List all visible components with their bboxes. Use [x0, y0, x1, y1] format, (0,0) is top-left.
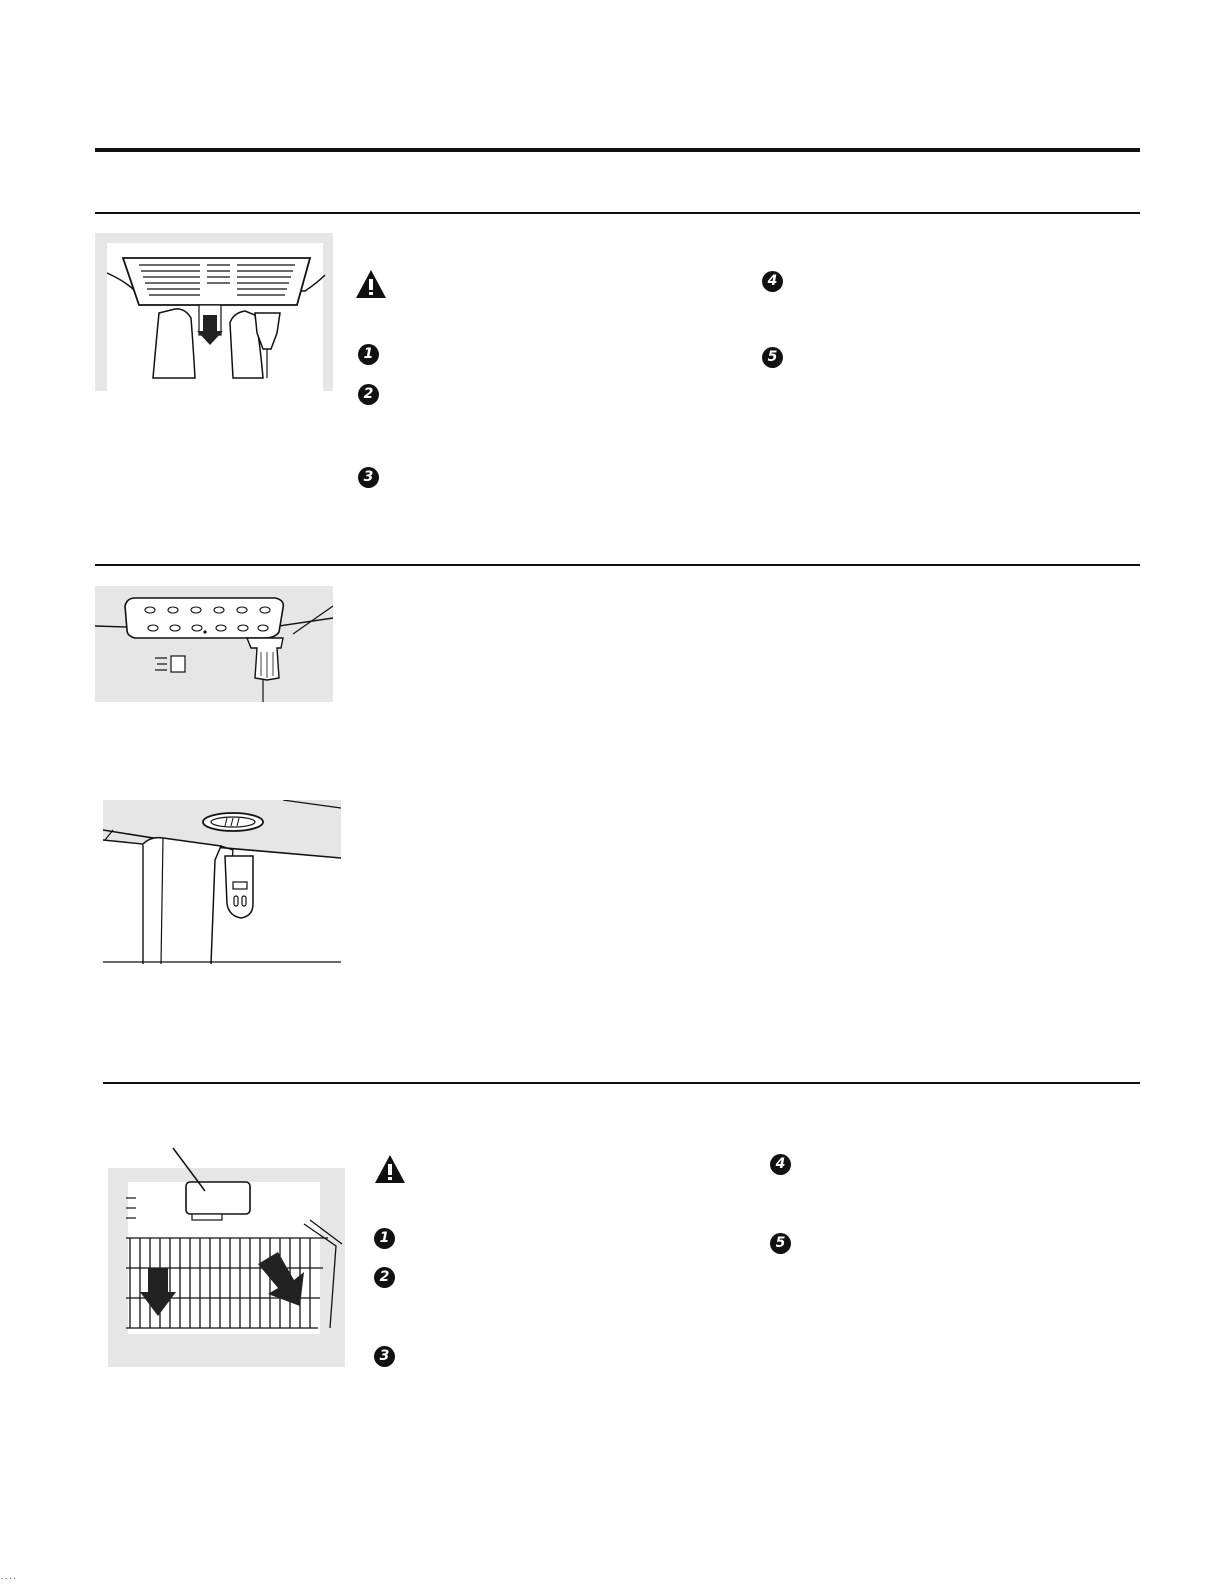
- section-1-step-2-badge: 2: [358, 384, 379, 405]
- basket-light-cover-illustration: [108, 1168, 345, 1367]
- section-1-divider: [95, 212, 1140, 214]
- section-3-divider: [103, 1082, 1140, 1084]
- section-1-step-3-badge: 3: [358, 467, 379, 488]
- callout-leader-line: [170, 1145, 210, 1195]
- section-2-divider: [95, 564, 1140, 566]
- section-1-warning-icon: [354, 268, 388, 305]
- section-1-step-5-badge: 5: [762, 347, 783, 368]
- section-1-step-4-badge: 4: [762, 271, 783, 292]
- section-1-step-1-badge: 1: [358, 344, 379, 365]
- section-3-step-4-badge: 4: [770, 1154, 791, 1175]
- footer-print-marks: ····: [0, 1575, 17, 1583]
- section-3-step-3-badge: 3: [374, 1346, 395, 1367]
- section-3-step-1-badge: 1: [374, 1228, 395, 1249]
- section-3-warning-icon: [373, 1153, 407, 1190]
- light-shield-illustration: [95, 586, 333, 702]
- section-3-step-5-badge: 5: [770, 1233, 791, 1254]
- header-rule-top: [95, 148, 1140, 152]
- ceiling-light-housing-illustration: [103, 800, 341, 964]
- vent-cover-removal-illustration: [95, 233, 333, 391]
- section-3-step-2-badge: 2: [374, 1267, 395, 1288]
